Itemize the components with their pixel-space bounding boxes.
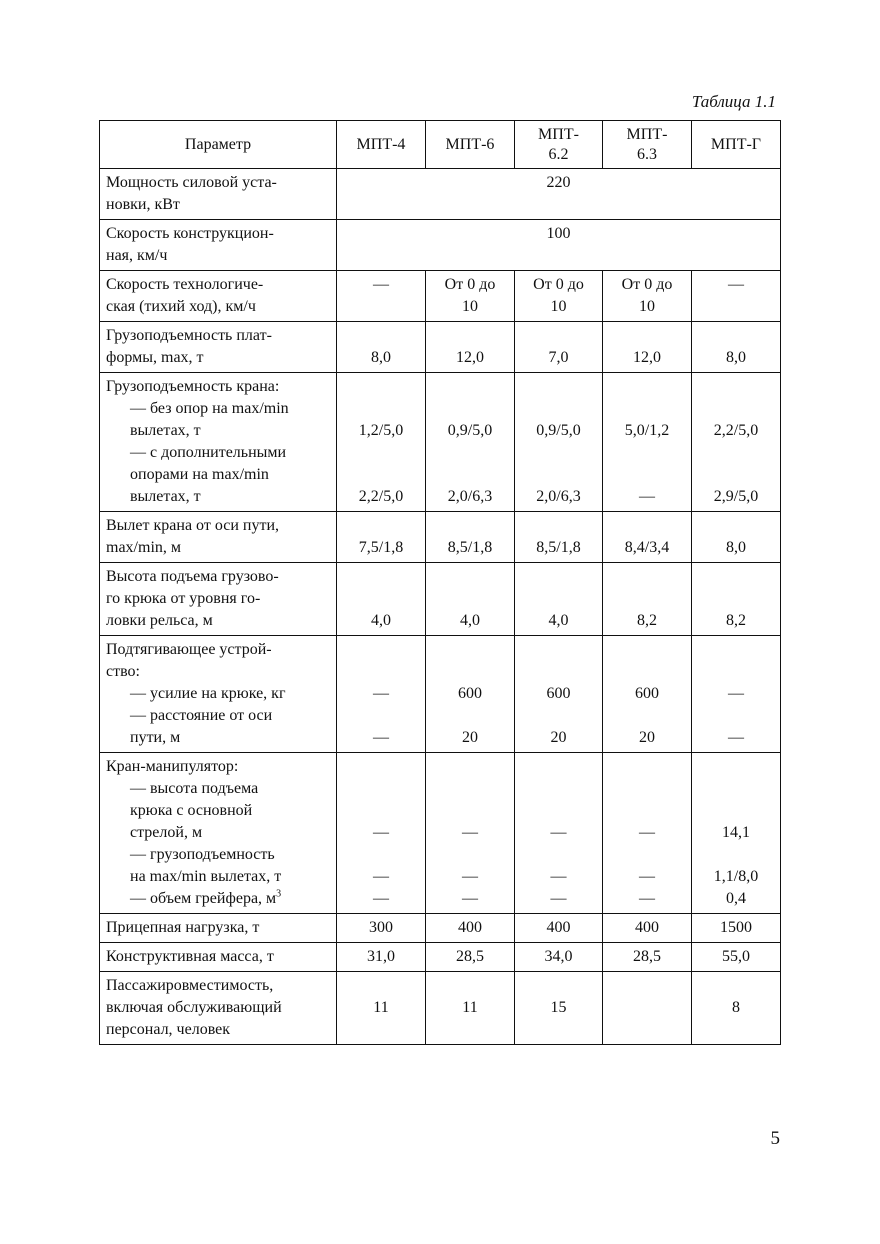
cell: 8,5/1,8 xyxy=(515,512,603,563)
table-row xyxy=(100,220,781,271)
table-row xyxy=(100,943,781,972)
param-manipulator: Кран-манипулятор: — высота подъема крюка с основной стрелой, м — грузоподъемность на max/min вылетах, т — объем грейфера, $м^3$ xyxy=(100,753,337,914)
table-row xyxy=(100,636,781,753)
cell: — — — xyxy=(515,753,603,914)
param-passengers: Пассажировместимость, включая обслуживающий персонал, человек xyxy=(100,972,337,1045)
cell: 4,0 xyxy=(337,563,426,636)
param-power: Мощность силовой уста- новки, кВт xyxy=(100,169,337,220)
table-caption: Таблица 1.1 xyxy=(691,92,776,111)
table-row xyxy=(100,972,781,1045)
param-crane-reach: Вылет крана от оси пути, max/min, м xyxy=(100,512,337,563)
cell: 0,9/5,0 2,0/6,3 xyxy=(426,373,515,512)
cell: — xyxy=(692,271,781,322)
cell: 12,0 xyxy=(426,322,515,373)
table-row xyxy=(100,373,781,512)
cell: 8 xyxy=(692,972,781,1045)
param-mass: Конструктивная масса, т xyxy=(100,943,337,972)
cell: 8,2 xyxy=(603,563,692,636)
cell: 31,0 xyxy=(337,943,426,972)
cell: 300 xyxy=(337,914,426,943)
cell: 11 xyxy=(337,972,426,1045)
cell: 8,2 xyxy=(692,563,781,636)
param-platform-capacity: Грузоподъемность плат- формы, max, т xyxy=(100,322,337,373)
grab-volume-label: — объем грейфера, $м^3$ xyxy=(130,888,282,907)
cell: 0,9/5,0 2,0/6,3 xyxy=(515,373,603,512)
table-row xyxy=(100,169,781,220)
cell: 8,0 xyxy=(692,512,781,563)
cell: 1,2/5,0 2,2/5,0 xyxy=(337,373,426,512)
cell: 8,0 xyxy=(337,322,426,373)
cell: — — xyxy=(692,636,781,753)
cell: 5,0/1,2 — xyxy=(603,373,692,512)
cell: 8,0 xyxy=(692,322,781,373)
cell: 15 xyxy=(515,972,603,1045)
cell: 55,0 xyxy=(692,943,781,972)
param-speed-design: Скорость конструкцион- ная, км/ч xyxy=(100,220,337,271)
cell: — — — xyxy=(337,753,426,914)
cell: 400 xyxy=(515,914,603,943)
cell: 7,5/1,8 xyxy=(337,512,426,563)
cell: От 0 до 10 xyxy=(426,271,515,322)
cell: 11 xyxy=(426,972,515,1045)
header-mptg: МПТ-Г xyxy=(692,121,781,169)
cell: 12,0 xyxy=(603,322,692,373)
cell: — — — xyxy=(426,753,515,914)
cell: 2,2/5,0 2,9/5,0 xyxy=(692,373,781,512)
header-row xyxy=(100,121,781,169)
cell: — xyxy=(337,271,426,322)
cell: 600 20 xyxy=(426,636,515,753)
header-param: Параметр xyxy=(100,121,337,169)
page-number: 5 xyxy=(770,1128,780,1149)
cell: 7,0 xyxy=(515,322,603,373)
header-mpt63: МПТ- 6.3 xyxy=(603,121,692,169)
cell: От 0 до 10 xyxy=(603,271,692,322)
cell: — — — xyxy=(603,753,692,914)
table-row xyxy=(100,512,781,563)
param-trailer-load: Прицепная нагрузка, т xyxy=(100,914,337,943)
param-crane-capacity: Грузоподъемность крана: — без опор на max/min вылетах, т — с дополнительными опорами на max/min вылетах, т xyxy=(100,373,337,512)
header-mpt62: МПТ- 6.2 xyxy=(515,121,603,169)
cell: 400 xyxy=(603,914,692,943)
cell xyxy=(603,972,692,1045)
table-row xyxy=(100,914,781,943)
cell: — — xyxy=(337,636,426,753)
cell: 28,5 xyxy=(603,943,692,972)
table-row xyxy=(100,753,781,914)
cell: 34,0 xyxy=(515,943,603,972)
table-row xyxy=(100,563,781,636)
table-row xyxy=(100,271,781,322)
cell: 600 20 xyxy=(603,636,692,753)
cell: 28,5 xyxy=(426,943,515,972)
cell: 14,1 1,1/8,0 0,4 xyxy=(692,753,781,914)
cell: 4,0 xyxy=(515,563,603,636)
param-hook-height: Высота подъема грузово- го крюка от уровня го- ловки рельса, м xyxy=(100,563,337,636)
table-row xyxy=(100,322,781,373)
cell: От 0 до 10 xyxy=(515,271,603,322)
param-puller: Подтягивающее устрой- ство: — усилие на крюке, кг — расстояние от оси пути, м xyxy=(100,636,337,753)
value-power: 220 xyxy=(337,169,781,220)
cell: 1500 xyxy=(692,914,781,943)
header-mpt4: МПТ-4 xyxy=(337,121,426,169)
cell: 4,0 xyxy=(426,563,515,636)
cell: 600 20 xyxy=(515,636,603,753)
cell: 400 xyxy=(426,914,515,943)
value-speed-design: 100 xyxy=(337,220,781,271)
cell: 8,4/3,4 xyxy=(603,512,692,563)
param-speed-tech: Скорость технологиче- ская (тихий ход), км/ч xyxy=(100,271,337,322)
cell: 8,5/1,8 xyxy=(426,512,515,563)
specs-table xyxy=(99,120,781,1045)
header-mpt6: МПТ-6 xyxy=(426,121,515,169)
